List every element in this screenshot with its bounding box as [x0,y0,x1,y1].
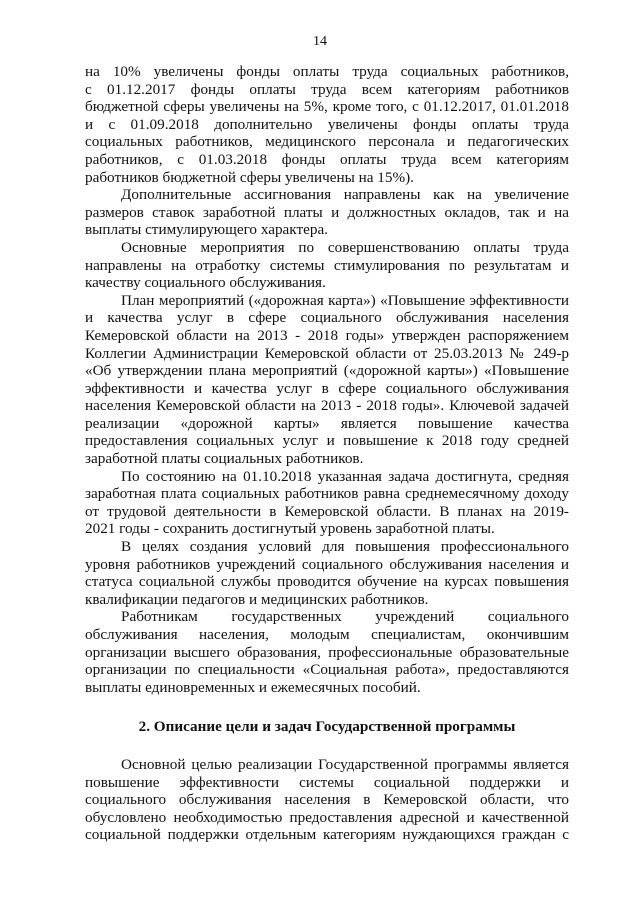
text-line: направлены на отработку системы стимулирования по результатам и [85,256,569,274]
text-line: квалификации педагогов и медицинских работников. [85,590,429,608]
text-line: 2021 годы - сохранить достигнутый уровень заработной платы. [85,520,495,538]
text-line: План мероприятий («дорожная карта») «Повышение эффективности [121,291,569,309]
paragraph [85,292,569,468]
text-line: Дополнительные ассигнования направлены как на увеличение [121,186,569,204]
text-line: реализации «дорожной карты» является повышение качества [85,414,569,432]
text-line: выплаты стимулирующего характера. [85,221,328,239]
text-line: социального обслуживания населения в Кемеровской области, что [85,791,569,809]
text-line: работников бюджетной сферы увеличены на 15%). [85,168,414,186]
text-line: Кемеровской области на 2013 - 2018 годы» утвержден распоряжением [85,326,569,344]
text-line: выплаты единовременных и ежемесячных пособий. [85,678,421,696]
text-line: социальной поддержки отдельным категориям нуждающихся граждан с [85,826,569,844]
text-line: населения Кемеровской области на 2013 - 2018 годы». Ключевой задачей [85,397,569,415]
paragraph [85,239,569,292]
paragraph [85,538,569,608]
text-line: Основной целью реализации Государственной программы является [121,755,569,773]
text-line: с 01.12.2017 фонды оплаты труда всем категориям работников [85,80,569,98]
document-body [85,63,569,844]
text-line: работников, с 01.03.2018 фонды оплаты труда всем категориям [85,150,569,168]
text-line: «Об утверждении плана мероприятий («дорожной карты») «Повышение [85,362,569,380]
text-line: повышение эффективности системы социальной поддержки и [85,773,569,791]
text-line: По состоянию на 01.10.2018 указанная задача достигнута, средняя [121,467,569,485]
text-line: от трудовой деятельности в Кемеровской области. В планах на 2019- [85,502,569,520]
text-line: обусловлено необходимостью предоставления адресной и качественной [85,808,569,826]
paragraph [85,468,569,538]
paragraph [85,63,569,186]
paragraph [85,756,569,844]
text-line: Основные мероприятия по совершенствованию оплаты труда [121,238,569,256]
text-line: организации высшего образования, профессиональные образовательные [85,643,569,661]
text-line: качеству социального обслуживания. [85,274,326,292]
text-line: статуса социальной службы проводится обучение на курсах повышения [85,573,569,591]
text-line: Работникам государственных учреждений социального [121,608,569,626]
text-line: В целях создания условий для повышения профессионального [121,538,569,556]
text-line: и с 01.09.2018 дополнительно увеличены фонды оплаты труда [85,115,569,133]
text-line: эффективности и качества услуг в сфере социального обслуживания [85,379,569,397]
text-line: заработная плата социальных работников равна среднемесячному доходу [85,485,569,503]
text-line: предоставления социальных услуг и повышение к 2018 году средней [85,432,569,450]
text-line: и качества услуг в сфере социального обслуживания населения [85,309,569,327]
paragraph [85,186,569,239]
section-heading: 2. Описание цели и задач Государственной программы [138,718,516,736]
page-number: 14 [313,34,327,49]
text-line: уровня работников учреждений социального обслуживания населения и [85,555,569,573]
text-line: заработной платы социальных работников. [85,450,364,468]
text-line: на 10% увеличены фонды оплаты труда социальных работников, [85,63,569,80]
text-line: Коллегии Администрации Кемеровской области от 25.03.2013 № 249-р [85,344,569,362]
text-line: бюджетной сферы увеличены на 5%, кроме того, с 01.12.2017, 01.01.2018 [85,98,569,116]
paragraph [85,608,569,696]
text-line: размеров ставок заработной платы и должностных окладов, так и на [85,203,569,221]
text-line: социальных работников, медицинского персонала и педагогических [85,133,569,151]
text-line: организации по специальности «Социальная работа», предоставляются [85,661,569,679]
text-line: обслуживания населения, молодым специалистам, окончившим [85,626,569,643]
